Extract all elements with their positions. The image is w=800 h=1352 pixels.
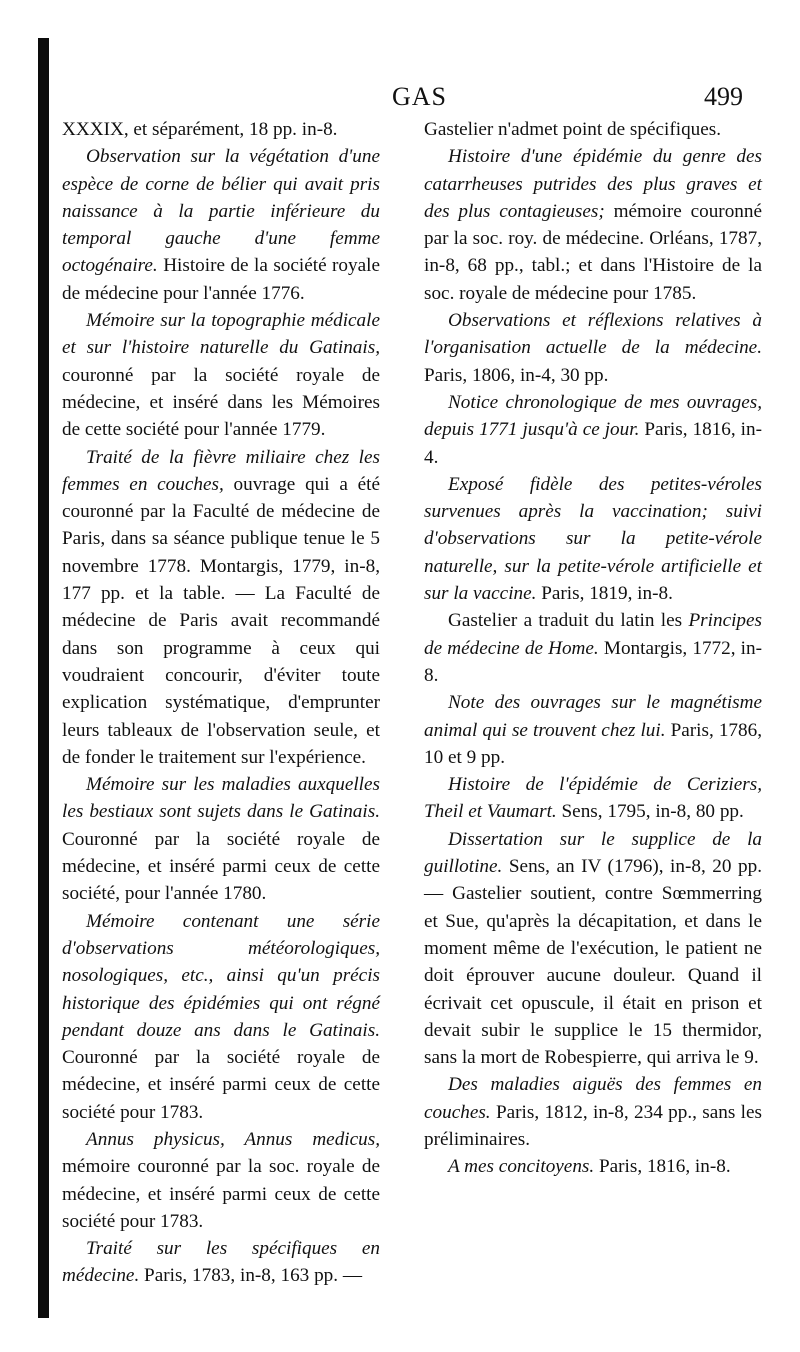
bibliography-entry	[424, 143, 762, 307]
entry-text: Paris, 1812, in-8, 234 pp., sans les préliminaires.	[424, 1101, 762, 1150]
bibliography-entry	[424, 1153, 762, 1180]
bibliography-entry	[62, 908, 380, 1126]
entry-title: A mes concitoyens.	[448, 1156, 595, 1178]
bibliography-entry	[424, 826, 762, 1072]
entry-title: Des maladies aiguës des femmes en couches.	[424, 1074, 762, 1123]
entry-text: mémoire couronné par la soc. roy. de médecine. Orléans, 1787, in-8, 68 pp., tabl.; et dans l'Histoire de la soc. royale de médecine pour 1785.	[424, 200, 762, 304]
entry-text: Paris, 1819, in-8.	[536, 583, 673, 605]
bibliography-entry	[62, 771, 380, 907]
bibliography-entry	[62, 444, 380, 772]
entry-text: Paris, 1816, in-4.	[424, 419, 762, 468]
left-column	[62, 116, 380, 1290]
bibliography-entry	[424, 1071, 762, 1153]
entry-text: Gastelier n'admet point de spécifiques.	[424, 119, 722, 140]
entry-text: Paris, 1806, in-4, 30 pp.	[424, 364, 609, 386]
entry-title: Histoire de l'épidémie de Ceriziers, Theil et Vaumart.	[424, 774, 762, 823]
entry-text: Couronné par la société royale de médecine, et inséré parmi ceux de cette société, pour l'année 1780.	[62, 828, 380, 905]
entry-text: Montargis, 1772, in-8.	[424, 637, 762, 686]
bibliography-entry	[62, 1235, 380, 1290]
entry-text: Gastelier a traduit du latin les	[448, 610, 689, 632]
entry-text: Sens, 1795, in-8, 80 pp.	[556, 801, 744, 823]
entry-text: Paris, 1816, in-8.	[594, 1156, 731, 1178]
entry-title: Mémoire sur la topographie médicale et sur l'histoire naturelle du Gatinais,	[62, 310, 380, 359]
bibliography-entry	[62, 143, 380, 307]
entry-text: Histoire de la société royale de médecine pour l'année 1776.	[62, 255, 380, 304]
entry-title: Annus physicus, Annus medicus,	[86, 1128, 380, 1150]
entry-title: Traité de la fièvre miliaire chez les femmes en couches,	[62, 446, 380, 495]
bibliography-entry	[62, 1126, 380, 1235]
entry-title: Histoire d'une épidémie du genre des catarrheuses putrides des plus graves et des plus contagieuses;	[424, 146, 762, 222]
entry-text: ouvrage qui a été couronné par la Faculté de médecine de Paris, dans sa séance publique tenue le 5 novembre 1778. Montargis, 1779, in-8, 177 pp. et la table. — La Faculté de médecine de Paris avait recommandé dans son programme à ceux qui voudraient concourir, d'éviter toute explication systématique, d'emprunter leurs tableaux de l'observation seule, et de fonder le traitement sur l'expérience.	[62, 473, 380, 768]
bibliography-entry	[424, 689, 762, 771]
bibliography-entry	[424, 116, 762, 143]
entry-title: Observation sur la végétation d'une espèce de corne de bélier qui avait pris naissance à la partie inférieure du temporal gauche d'une femme octogénaire.	[62, 146, 380, 277]
bibliography-entry	[424, 471, 762, 607]
entry-title: Mémoire contenant une série d'observations météorologiques, nosologiques, etc., ainsi qu'un précis historique des épidémies qui ont régné pendant douze ans dans le Gatinais.	[62, 910, 380, 1041]
book-spine-shadow	[38, 38, 49, 1318]
entry-title: Notice chronologique de mes ouvrages, depuis 1771 jusqu'à ce jour.	[424, 391, 762, 441]
page-number: 499	[704, 82, 743, 111]
entry-title: Principes de médecine de Home.	[424, 610, 762, 659]
entry-text: Paris, 1786, 10 et 9 pp.	[424, 719, 762, 768]
bibliography-entry	[424, 389, 762, 471]
entry-text: couronné par la société royale de médecine, et inséré dans les Mémoires de cette société pour l'année 1779.	[62, 364, 380, 441]
entry-title: Note des ouvrages sur le magnétisme animal qui se trouvent chez lui.	[424, 692, 762, 741]
entry-text: mémoire couronné par la soc. royale de médecine, et inséré parmi ceux de cette société pour 1783.	[62, 1156, 380, 1232]
entry-title: Exposé fidèle des petites-véroles survenues après la vaccination; suivi d'observations sur la petite-vérole naturelle, sur la petite-vérole artificielle et sur la vaccine.	[424, 473, 762, 605]
bibliography-entry	[424, 607, 762, 689]
entry-title: Dissertation sur le supplice de la guillotine.	[424, 828, 762, 878]
bibliography-entry	[62, 116, 380, 143]
bibliography-entry	[424, 307, 762, 389]
entry-title: Observations et réflexions relatives à l'organisation actuelle de la médecine.	[424, 310, 762, 359]
entry-text: Paris, 1783, in-8, 163 pp. —	[139, 1265, 363, 1287]
right-column	[424, 116, 762, 1181]
running-head-title: GAS	[392, 82, 448, 111]
entry-text: XXXIX, et séparément, 18 pp. in-8.	[62, 119, 338, 140]
entry-text: Couronné par la société royale de médecine, et inséré parmi ceux de cette société pour 1783.	[62, 1047, 380, 1123]
entry-text: Sens, an IV (1796), in-8, 20 pp. — Gastelier soutient, contre Sœmmerring et Sue, qu'après la décapitation, et dans le moment même de l'exécution, le patient ne doit éprouver aucune douleur. Quand il écrivait cet opuscule, il était en prison et devait subir le supplice le 15 thermidor, sans la mort de Robespierre, qui arriva le 9.	[424, 856, 762, 1069]
running-head	[0, 78, 800, 118]
entry-title: Mémoire sur les maladies auxquelles les bestiaux sont sujets dans le Gatinais.	[62, 774, 380, 823]
bibliography-entry	[424, 771, 762, 826]
entry-title: Traité sur les spécifiques en médecine.	[62, 1238, 380, 1287]
bibliography-entry	[62, 307, 380, 443]
